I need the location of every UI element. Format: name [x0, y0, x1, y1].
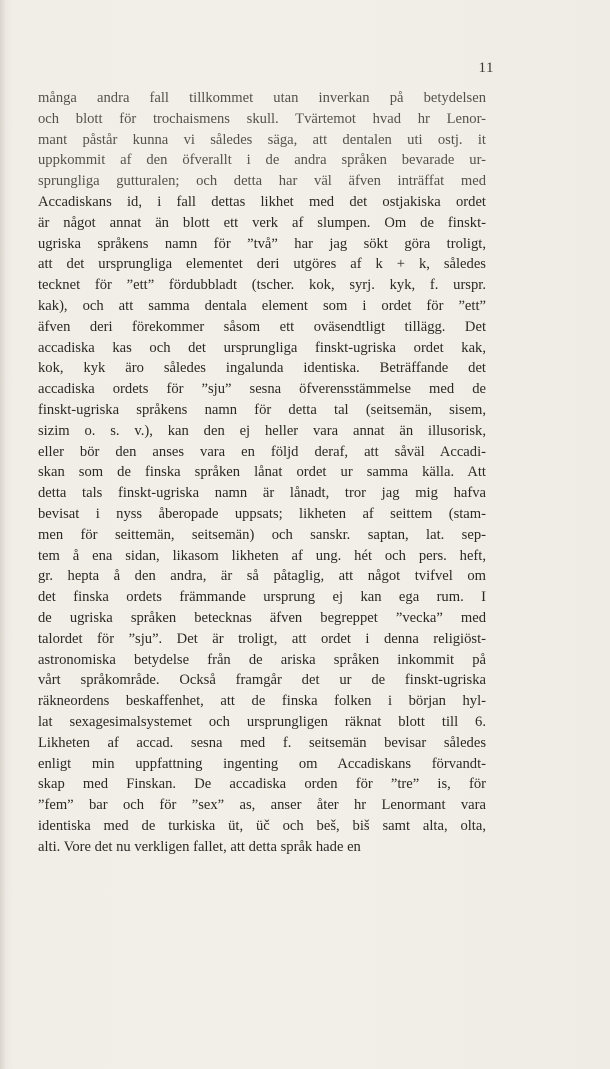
text-line: de ugriska språken betecknas äfven begreppet ”vecka” med	[38, 609, 486, 626]
text-line: uppkommit af den öfverallt i de andra språken bevarade ur-	[38, 152, 486, 169]
text-line: gr. hepta å den andra, är så påtaglig, att något tvifvel om	[38, 568, 486, 585]
text-line: det finska ordets främmande ursprung ej kan ega rum. I	[38, 589, 486, 606]
text-line: identiska med de turkiska üt, üč och beš, biš samt alta, olta,	[38, 817, 486, 834]
text-line: accadiska ordets för ”sju” sesna öfverensstämmelse med de	[38, 381, 486, 398]
text-line: men för seittemän, seitsemän) och sanskr. saptan, lat. sep-	[38, 526, 486, 543]
text-line: ”fem” bar och för ”sex” as, anser åter hr Lenormant vara	[38, 797, 486, 814]
text-line: vårt språkområde. Också framgår det ur de finskt-ugriska	[38, 672, 486, 689]
text-line: mant påstår kunna vi således säga, att dentalen uti ostj. it	[38, 131, 486, 148]
text-line: tem å ena sidan, likasom likheten af ung. hét och pers. heft,	[38, 547, 486, 564]
page-number: 11	[478, 60, 494, 76]
text-line: att det ursprungliga elementet deri utgöres af k + k, således	[38, 256, 486, 273]
binding-shadow	[0, 0, 6, 1069]
text-line: sprungliga gutturalen; och detta har väl äfven inträffat med	[38, 173, 486, 190]
text-line: astronomiska betydelse från de ariska språken inkommit på	[38, 651, 486, 668]
text-line: lat sexagesimalsystemet och ursprungligen räknat blott till 6.	[38, 713, 486, 730]
text-line: bevisat i nyss åberopade uppsats; likheten af seittem (stam-	[38, 505, 486, 522]
text-line: äfven deri förekommer såsom ett oväsendtligt tillägg. Det	[38, 318, 486, 335]
text-line: skan som de finska språken lånat ordet ur samma källa. Att	[38, 464, 486, 481]
text-line: tecknet för ”ett” fördubbladt (tscher. kok, syrj. kyk, f. urspr.	[38, 277, 486, 294]
text-line: alti. Vore det nu verkligen fallet, att detta språk hade en	[38, 838, 361, 855]
text-line: skap med Finskan. De accadiska orden för ”tre” is, för	[38, 776, 486, 793]
body-text	[38, 88, 486, 857]
text-line: eller bör den anses vara en följd deraf, att såväl Accadi-	[38, 443, 486, 460]
text-line: talordet för ”sju”. Det är troligt, att ordet i denna religiöst-	[38, 630, 486, 647]
text-line: Accadiskans id, i fall dettas likhet med det ostjakiska ordet	[38, 193, 486, 210]
text-line: räkneordens beskaffenhet, att de finska folken i början hyl-	[38, 693, 486, 710]
text-line: enligt min uppfattning ingenting om Accadiskans förvandt-	[38, 755, 486, 772]
text-line: Likheten af accad. sesna med f. seitsemän bevisar således	[38, 734, 486, 751]
text-line: och blott för trochaismens skull. Tvärtemot hvad hr Lenor-	[38, 110, 486, 127]
text-line: är något annat än blott ett verk af slumpen. Om de finskt-	[38, 214, 486, 231]
text-line: accadiska kas och det ursprungliga finskt-ugriska ordet kak,	[38, 339, 486, 356]
text-line: många andra fall tillkommet utan inverkan på betydelsen	[38, 90, 486, 106]
text-line: detta tals finskt-ugriska namn är lånadt, tror jag mig hafva	[38, 485, 486, 502]
text-line: finskt-ugriska språkens namn för detta tal (seitsemän, sisem,	[38, 401, 486, 418]
text-line: ugriska språkens namn för ”två” har jag sökt göra troligt,	[38, 235, 486, 252]
text-line: kak), och att samma dentala element som i ordet för ”ett”	[38, 297, 486, 314]
text-line: kok, kyk äro således ingalunda identiska. Beträffande det	[38, 360, 486, 377]
text-line: sizim o. s. v.), kan den ej heller vara annat än illusorisk,	[38, 422, 486, 439]
